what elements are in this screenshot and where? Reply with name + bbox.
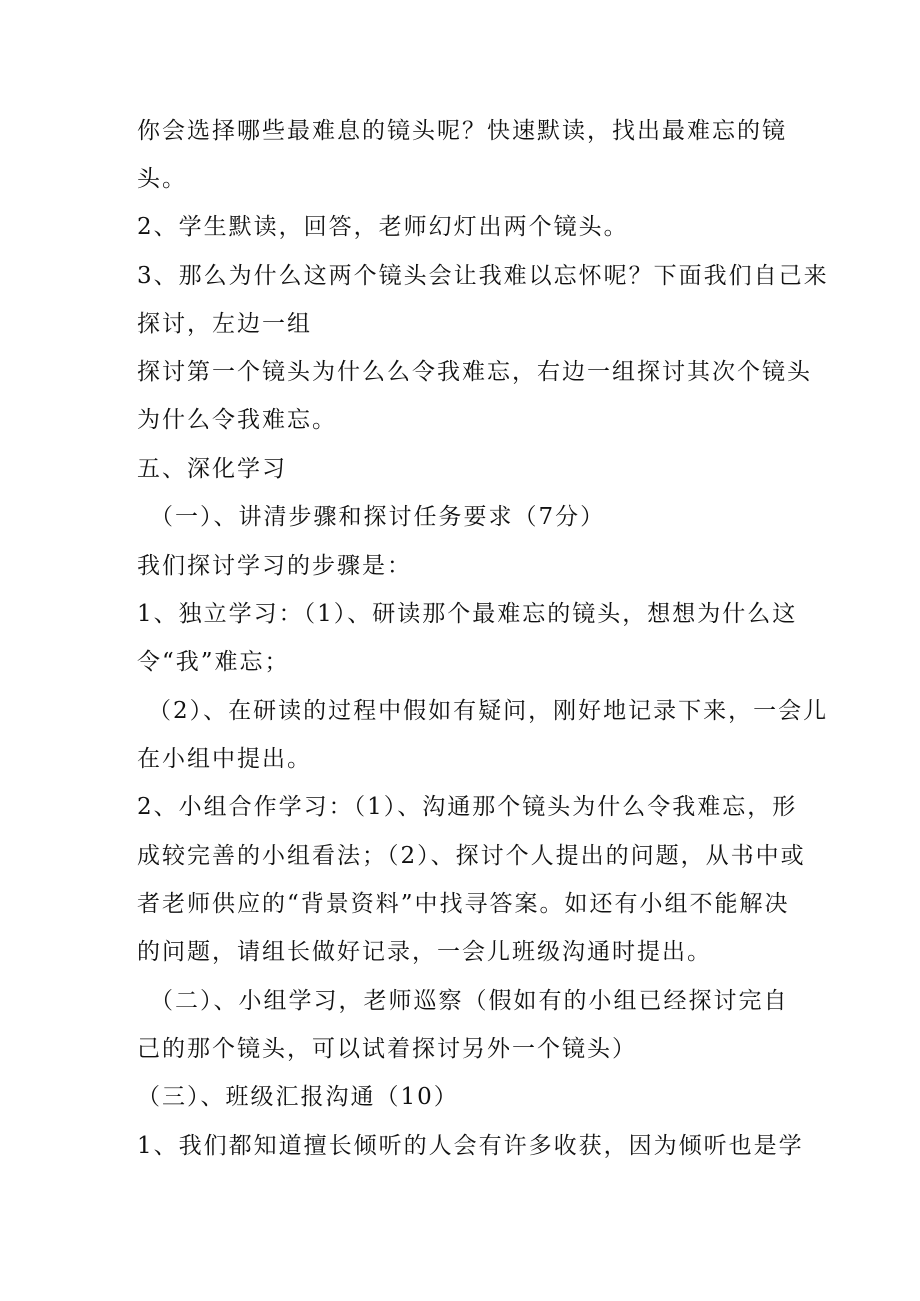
text-line-13: （2）、在研读的过程中假如有疑问，刚好地记录下来，一会儿 bbox=[148, 698, 829, 724]
subsection-heading-3: （三）、班级汇报沟通（10） bbox=[137, 1084, 459, 1110]
text-line-4: 3、那么为什么这两个镜头会让我难以忘怀呢？下面我们自己来 bbox=[137, 263, 829, 289]
text-line-17: 者老师供应的“背景资料”中找寻答案。如还有小组不能解决 bbox=[137, 891, 790, 917]
text-line-7: 为什么令我难忘。 bbox=[137, 407, 337, 433]
text-line-11: 1、独立学习：（1）、研读那个最难忘的镜头，想想为什么这 bbox=[137, 601, 798, 627]
subsection-heading-1: （一）、讲清步骤和探讨任务要求（7分） bbox=[150, 504, 606, 530]
text-line-22: 1、我们都知道擅长倾听的人会有许多收获，因为倾听也是学 bbox=[137, 1133, 804, 1159]
text-line-5: 探讨，左边一组 bbox=[137, 311, 312, 337]
text-line-15: 2、小组合作学习：（1）、沟通那个镜头为什么令我难忘，形 bbox=[137, 794, 798, 820]
text-line-16: 成较完善的小组看法；（2）、探讨个人提出的问题，从书中或 bbox=[137, 843, 806, 869]
section-heading: 五、深化学习 bbox=[137, 456, 287, 482]
text-line-6: 探讨第一个镜头为什么么令我难忘，右边一组探讨其次个镜头 bbox=[137, 359, 812, 385]
subsection-heading-2: （二）、小组学习，老师巡察（假如有的小组已经探讨完自 bbox=[150, 988, 789, 1014]
text-line-18: 的问题，请组长做好记录，一会儿班级沟通时提出。 bbox=[137, 939, 712, 965]
text-line-2: 头。 bbox=[137, 166, 187, 192]
text-line-1: 你会选择哪些最难息的镜头呢？快速默读，找出最难忘的镜 bbox=[137, 118, 787, 144]
text-line-20: 己的那个镜头，可以试着探讨另外一个镜头） bbox=[137, 1036, 637, 1062]
text-line-10: 我们探讨学习的步骤是： bbox=[137, 553, 412, 579]
text-line-14: 在小组中提出。 bbox=[137, 746, 312, 772]
text-line-12: 令“我”难忘； bbox=[137, 649, 290, 675]
text-line-3: 2、学生默读，回答，老师幻灯出两个镜头。 bbox=[137, 214, 629, 240]
